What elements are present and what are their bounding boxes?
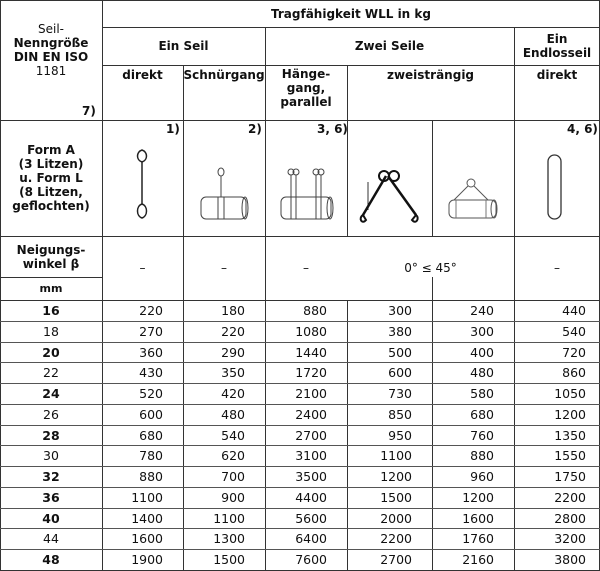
choke-hitch-icon: [196, 165, 256, 225]
wll-value-cell: 730: [388, 385, 412, 401]
group-one-rope: Ein Seil: [158, 39, 209, 53]
col-haengegang-line: Hänge-: [281, 67, 331, 81]
wll-value-cell: 540: [221, 427, 245, 443]
wll-value-cell: 680: [139, 427, 163, 443]
wll-value-cell: 860: [562, 364, 586, 380]
form-label-line: (3 Litzen): [18, 157, 84, 171]
wll-value-cell: 780: [139, 447, 163, 463]
wll-value-cell: 880: [303, 302, 327, 318]
wll-value-cell: 6400: [295, 530, 327, 546]
endless-sling-icon: [545, 153, 565, 223]
wll-value-cell: 600: [139, 406, 163, 422]
rope-size-cell: 22: [43, 364, 59, 380]
col-endless-direkt: direkt: [536, 68, 578, 82]
wll-value-cell: 3500: [295, 468, 327, 484]
unit-label: mm: [39, 281, 63, 295]
size-header-line: Nenngröße: [13, 36, 89, 50]
wll-value-cell: 1100: [213, 510, 245, 526]
wll-value-cell: 2700: [295, 427, 327, 443]
wll-value-cell: 3200: [554, 530, 586, 546]
wll-value-cell: 1760: [462, 530, 494, 546]
wll-value-cell: 700: [221, 468, 245, 484]
wll-value-cell: 950: [388, 427, 412, 443]
rope-size-cell: 44: [43, 530, 59, 546]
wll-value-cell: 420: [221, 385, 245, 401]
wll-value-cell: 2160: [462, 551, 494, 567]
wll-value-cell: 300: [388, 302, 412, 318]
angle-label-line: winkel β: [22, 256, 80, 271]
wll-value-cell: 3800: [554, 551, 586, 567]
wll-value-cell: 1080: [295, 323, 327, 339]
wll-value-cell: 1350: [554, 427, 586, 443]
col-schnuergang: Schnürgang: [183, 68, 265, 82]
angle-value: 0° ≤ 45°: [404, 261, 457, 275]
wll-value-cell: 1500: [213, 551, 245, 567]
angle-label: [0, 236, 102, 277]
angle-value: –: [303, 261, 309, 275]
group-endless-line: Ein: [546, 32, 568, 46]
footnote: 2): [248, 122, 262, 136]
wll-value-cell: 960: [470, 468, 494, 484]
rope-size-cell: 48: [42, 551, 60, 567]
wll-value-cell: 430: [139, 364, 163, 380]
wll-title: Tragfähigkeit WLL in kg: [271, 6, 431, 21]
two-leg-sling-icon: [358, 170, 423, 225]
form-label-line: u. Form L: [19, 171, 83, 185]
wll-value-cell: 900: [221, 489, 245, 505]
wll-value-cell: 220: [221, 323, 245, 339]
basket-parallel-icon: [278, 165, 338, 225]
wll-value-cell: 300: [470, 323, 494, 339]
wll-value-cell: 680: [470, 406, 494, 422]
wll-value-cell: 500: [388, 344, 412, 360]
wll-value-cell: 760: [470, 427, 494, 443]
angle-value: –: [139, 261, 146, 275]
wll-value-cell: 180: [221, 302, 245, 318]
wll-value-cell: 1200: [554, 406, 586, 422]
wll-value-cell: 1200: [462, 489, 494, 505]
wll-value-cell: 400: [470, 344, 494, 360]
col-divider: [347, 65, 348, 236]
wll-value-cell: 600: [388, 364, 412, 380]
wll-value-cell: 3100: [295, 447, 327, 463]
group-endless-line: Endlosseil: [522, 46, 592, 60]
rope-size-cell: 24: [42, 385, 60, 401]
wll-value-cell: 1720: [295, 364, 327, 380]
wll-value-cell: 480: [221, 406, 245, 422]
footnote: 4, 6): [567, 122, 598, 136]
wll-value-cell: 1400: [131, 510, 163, 526]
wll-value-cell: 1600: [462, 510, 494, 526]
wll-value-cell: 580: [470, 385, 494, 401]
wll-value-cell: 290: [221, 344, 245, 360]
wll-value-cell: 2200: [380, 530, 412, 546]
wll-value-cell: 360: [139, 344, 163, 360]
wll-value-cell: 380: [388, 323, 412, 339]
wll-value-cell: 350: [221, 364, 245, 380]
rope-size-cell: 40: [42, 510, 60, 526]
wll-value-cell: 720: [562, 344, 586, 360]
angle-label-line: Neigungs-: [16, 242, 86, 257]
rope-size-cell: 16: [42, 302, 60, 318]
col-haengegang-line: gang,: [286, 81, 326, 95]
wll-value-cell: 4400: [295, 489, 327, 505]
form-label-line: geflochten): [12, 199, 90, 213]
wll-value-cell: 850: [388, 406, 412, 422]
rope-size-cell: 30: [43, 447, 59, 463]
single-sling-icon: [128, 148, 158, 223]
wll-value-cell: 1600: [131, 530, 163, 546]
angle-value: –: [554, 261, 560, 275]
wll-value-cell: 1200: [380, 468, 412, 484]
col-divider: [432, 120, 433, 236]
wll-value-cell: 2100: [295, 385, 327, 401]
wll-value-cell: 220: [139, 302, 163, 318]
size-header: [0, 0, 102, 100]
rope-size-cell: 32: [42, 468, 60, 484]
wll-value-cell: 1440: [295, 344, 327, 360]
group-two-ropes: Zwei Seile: [354, 39, 425, 53]
col-haengegang: [265, 67, 347, 117]
footnote: 1): [166, 122, 180, 136]
form-label: [0, 120, 102, 236]
wll-value-cell: 2700: [380, 551, 412, 567]
rope-size-cell: 20: [42, 344, 60, 360]
col-haengegang-line: parallel: [280, 95, 332, 109]
two-leg-load-icon: [446, 175, 506, 225]
wll-value-cell: 1100: [131, 489, 163, 505]
wll-value-cell: 620: [221, 447, 245, 463]
size-header-line: Seil-: [38, 22, 64, 36]
wll-value-cell: 1300: [213, 530, 245, 546]
wll-value-cell: 880: [139, 468, 163, 484]
form-label-line: (8 Litzen,: [19, 185, 83, 199]
wll-value-cell: 520: [139, 385, 163, 401]
wll-value-cell: 2000: [380, 510, 412, 526]
rope-size-cell: 26: [43, 406, 59, 422]
group-endless: [514, 27, 600, 65]
size-header-line: DIN EN ISO: [13, 50, 89, 64]
size-footnote: 7): [82, 104, 96, 118]
size-header-line: 1181: [35, 64, 67, 78]
wll-value-cell: 2400: [295, 406, 327, 422]
wll-value-cell: 2800: [554, 510, 586, 526]
col-zweistraengig: zweisträngig: [386, 68, 475, 82]
wll-value-cell: 1550: [554, 447, 586, 463]
wll-value-cell: 1100: [380, 447, 412, 463]
wll-value-cell: 1900: [131, 551, 163, 567]
wll-value-cell: 880: [470, 447, 494, 463]
footnote: 3, 6): [317, 122, 348, 136]
rope-size-cell: 18: [43, 323, 59, 339]
wll-value-cell: 1050: [554, 385, 586, 401]
wll-value-cell: 1500: [380, 489, 412, 505]
wll-value-cell: 270: [139, 323, 163, 339]
col-direkt: direkt: [122, 68, 163, 82]
wll-value-cell: 2200: [554, 489, 586, 505]
wll-value-cell: 5600: [295, 510, 327, 526]
form-label-line: Form A: [27, 143, 75, 157]
wll-value-cell: 540: [562, 323, 586, 339]
rope-size-cell: 36: [42, 489, 60, 505]
rope-size-cell: 28: [42, 427, 60, 443]
angle-value: –: [221, 261, 227, 275]
wll-value-cell: 240: [470, 302, 494, 318]
wll-value-cell: 1750: [554, 468, 586, 484]
wll-value-cell: 7600: [295, 551, 327, 567]
wll-value-cell: 440: [562, 302, 586, 318]
wll-value-cell: 480: [470, 364, 494, 380]
